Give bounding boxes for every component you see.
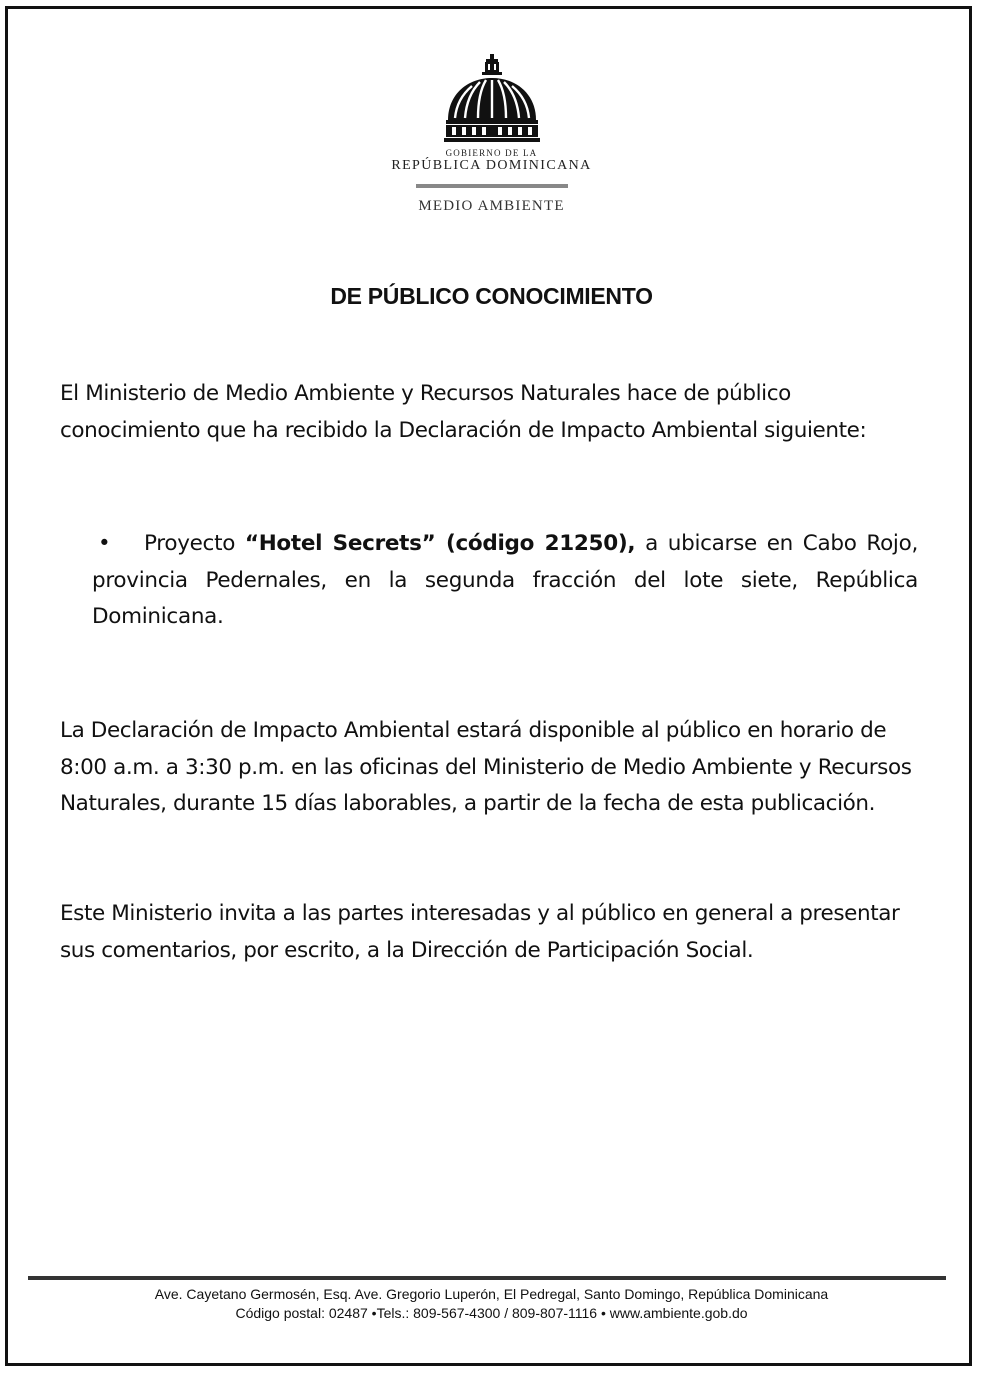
government-label: GOBIERNO DE LA [445,148,538,158]
intro-paragraph: El Ministerio de Medio Ambiente y Recursos Naturales hace de público conocimiento que ha recibido la Declaración de Impacto Ambiental siguiente: [60,381,867,443]
invitation-paragraph: Este Ministerio invita a las partes interesadas y al público en general a presentar sus comentarios, por escrito, a la Dirección de Participación Social. [60,901,900,963]
government-logo [0,54,983,215]
notice-title: DE PÚBLICO CONOCIMIENTO [330,283,653,309]
country-name: REPÚBLICA DOMINICANA [391,158,592,173]
availability-paragraph: La Declaración de Impacto Ambiental estará disponible al público en horario de 8:00 a.m. a 3:30 p.m. en las oficinas del Ministerio de Medio Ambiente y Recursos Naturales, durante 15 días laborables, a partir de la fecha de esta publicación. [60,718,912,816]
footer-address: Ave. Cayetano Germosén, Esq. Ave. Gregorio Luperón, El Pedregal, Santo Domingo, República Dominicana [154,1286,829,1302]
footer-contact: Código postal: 02487 •Tels.: 809-567-4300 / 809-807-1116 • www.ambiente.gob.do [235,1305,748,1321]
logo-divider [416,184,568,188]
footer-divider [28,1276,946,1280]
project-description: a ubicarse en Cabo Rojo, provincia Pedernales, en la segunda fracción del lote siete, República Dominicana. [92,531,918,629]
project-prefix: Proyecto [144,531,245,556]
bullet-icon: • [98,531,111,556]
dome-emblem-icon [442,54,542,144]
project-name: “Hotel Secrets” (código 21250), [244,531,636,556]
ministry-name: MEDIO AMBIENTE [418,198,565,214]
project-list-item [92,526,918,636]
